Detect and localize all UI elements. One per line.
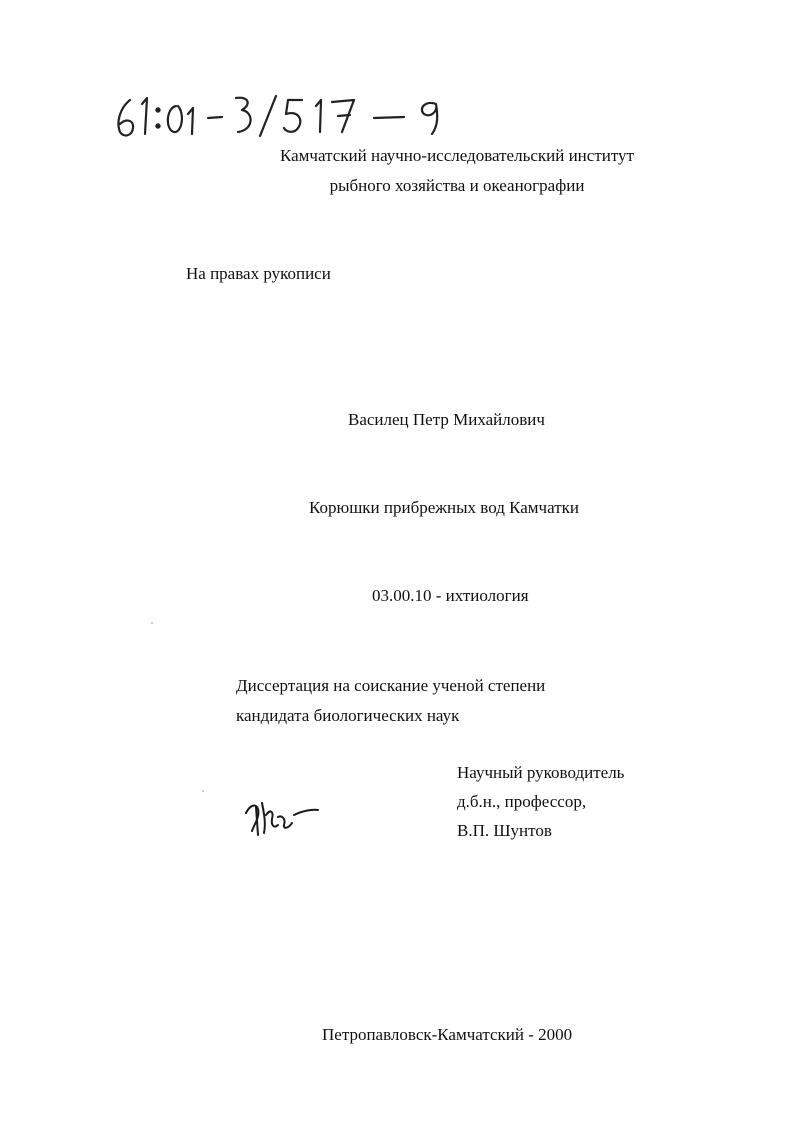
rights-note: На правах рукописи bbox=[186, 264, 331, 283]
handwritten-archive-code bbox=[112, 92, 457, 140]
institution-line-1: Камчатский научно-исследовательский институт bbox=[280, 146, 634, 165]
degree-line-1: Диссертация на соискание ученой степени bbox=[236, 676, 546, 695]
supervisor-role: Научный руководитель bbox=[457, 763, 625, 782]
thesis-title: Корюшки прибрежных вод Камчатки bbox=[309, 498, 579, 517]
supervisor-name: В.П. Шунтов bbox=[457, 821, 552, 840]
institution-line-2: рыбного хозяйства и океанографии bbox=[329, 176, 585, 195]
degree-line-2: кандидата биологических наук bbox=[236, 706, 460, 725]
supervisor-title: д.б.н., профессор, bbox=[457, 792, 587, 811]
signature bbox=[240, 795, 322, 837]
scan-speck bbox=[151, 622, 153, 624]
scan-speck bbox=[202, 790, 204, 792]
specialty-code: 03.00.10 - ихтиология bbox=[372, 586, 529, 605]
place-and-year: Петропавловск-Камчатский - 2000 bbox=[322, 1025, 573, 1044]
author-name: Василец Петр Михайлович bbox=[348, 410, 545, 429]
